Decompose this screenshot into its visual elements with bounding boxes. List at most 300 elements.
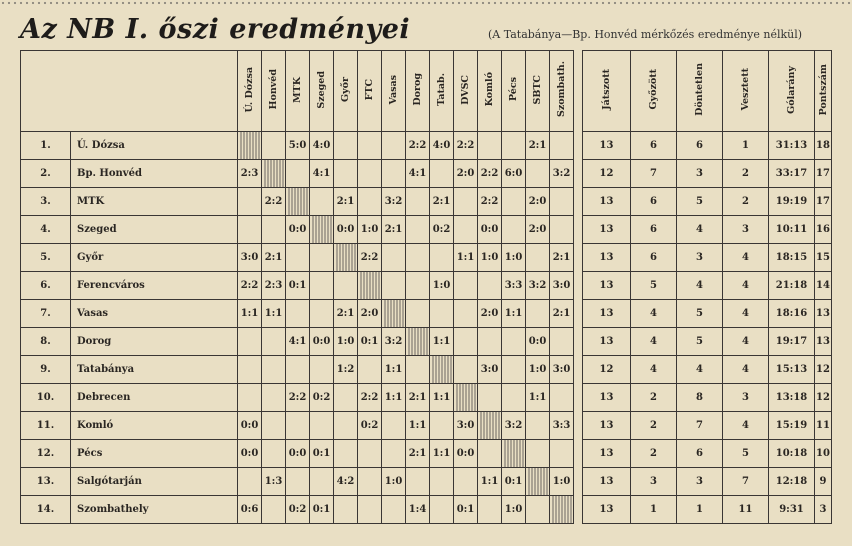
result-cell: 2:1 — [382, 216, 406, 244]
result-cell: 1:3 — [262, 468, 286, 496]
result-cell — [502, 384, 526, 412]
self-match-cell — [406, 328, 430, 356]
result-cell: 4:1 — [310, 160, 334, 188]
stat-cell: 3 — [677, 160, 723, 188]
stat-cell: 2 — [723, 160, 769, 188]
col-header-label: Pécs — [508, 77, 519, 102]
result-cell: 3:0 — [238, 244, 262, 272]
result-cell: 1:4 — [406, 496, 430, 524]
result-cell — [238, 328, 262, 356]
self-match-cell — [358, 272, 382, 300]
result-cell: 2:1 — [406, 384, 430, 412]
result-cell: 4:0 — [310, 132, 334, 160]
col-header-label: SBTC — [532, 74, 543, 105]
result-cell: 1:1 — [382, 384, 406, 412]
result-cell — [382, 132, 406, 160]
team-name: Szombathely — [71, 496, 238, 524]
result-cell: 0:0 — [478, 216, 502, 244]
spacer — [574, 300, 583, 328]
rank-cell: 8. — [21, 328, 71, 356]
result-cell — [358, 356, 382, 384]
stat-cell: 14 — [815, 272, 832, 300]
stat-cell: 3 — [723, 216, 769, 244]
result-cell — [382, 440, 406, 468]
result-cell: 2:0 — [478, 300, 502, 328]
stat-cell: 12 — [815, 356, 832, 384]
stat-cell: 13 — [583, 300, 631, 328]
stat-cell: 15:13 — [769, 356, 815, 384]
stat-cell: 2 — [723, 188, 769, 216]
col-header-label: DVSC — [460, 74, 471, 105]
stat-cell: 5 — [723, 440, 769, 468]
result-cell — [334, 384, 358, 412]
self-match-cell — [310, 216, 334, 244]
result-cell: 0:0 — [286, 216, 310, 244]
stat-cell: 5 — [677, 328, 723, 356]
self-match-cell — [382, 300, 406, 328]
stat-header-label: Játszott — [601, 69, 612, 110]
stat-cell: 13 — [583, 216, 631, 244]
result-cell — [550, 440, 574, 468]
result-cell — [526, 244, 550, 272]
result-cell — [478, 272, 502, 300]
result-cell — [358, 188, 382, 216]
stat-cell: 4 — [723, 272, 769, 300]
team-name: Pécs — [71, 440, 238, 468]
spacer — [574, 412, 583, 440]
stat-cell: 5 — [677, 188, 723, 216]
result-cell — [526, 496, 550, 524]
result-cell — [454, 188, 478, 216]
result-cell — [406, 244, 430, 272]
spacer — [574, 440, 583, 468]
result-cell — [238, 188, 262, 216]
result-cell — [550, 188, 574, 216]
stat-header-label: Döntetlen — [694, 63, 705, 116]
spacer — [574, 160, 583, 188]
team-name: Ú. Dózsa — [71, 132, 238, 160]
result-cell — [262, 384, 286, 412]
result-cell — [406, 300, 430, 328]
stat-cell: 4 — [723, 356, 769, 384]
team-name: Dorog — [71, 328, 238, 356]
spacer — [574, 468, 583, 496]
stat-cell: 9:31 — [769, 496, 815, 524]
header-row — [21, 51, 832, 132]
result-cell — [286, 300, 310, 328]
result-cell — [310, 356, 334, 384]
result-cell — [286, 160, 310, 188]
spacer — [574, 244, 583, 272]
table-row — [21, 496, 832, 524]
result-cell — [334, 440, 358, 468]
result-cell — [262, 216, 286, 244]
stat-header-label: Pontszám — [817, 63, 829, 116]
result-cell: 2:2 — [286, 384, 310, 412]
result-cell: 4:1 — [286, 328, 310, 356]
stat-cell: 17 — [815, 188, 832, 216]
spacer — [574, 272, 583, 300]
result-cell — [238, 468, 262, 496]
stat-cell: 13 — [583, 272, 631, 300]
result-cell — [454, 216, 478, 244]
stat-cell: 13 — [583, 412, 631, 440]
result-cell: 2:2 — [454, 132, 478, 160]
col-header-label: Vasas — [388, 74, 399, 105]
table-row — [21, 300, 832, 328]
result-cell — [502, 188, 526, 216]
result-cell — [286, 412, 310, 440]
result-cell: 0:2 — [430, 216, 454, 244]
self-match-cell — [262, 160, 286, 188]
result-cell: 2:1 — [262, 244, 286, 272]
result-cell: 3:3 — [502, 272, 526, 300]
result-cell: 1:0 — [526, 356, 550, 384]
result-cell — [286, 244, 310, 272]
result-cell — [502, 132, 526, 160]
result-cell — [478, 496, 502, 524]
result-cell: 1:1 — [526, 384, 550, 412]
stat-cell: 13 — [815, 328, 832, 356]
stat-cell: 9 — [815, 468, 832, 496]
rank-cell: 11. — [21, 412, 71, 440]
result-cell: 3:3 — [550, 412, 574, 440]
stat-cell: 12 — [815, 384, 832, 412]
result-cell — [526, 300, 550, 328]
team-name: MTK — [71, 188, 238, 216]
col-header — [430, 51, 454, 132]
result-cell: 1:0 — [478, 244, 502, 272]
stat-cell: 15 — [815, 244, 832, 272]
result-cell: 6:0 — [502, 160, 526, 188]
stat-cell: 1 — [631, 496, 677, 524]
stat-cell: 13 — [583, 384, 631, 412]
result-cell — [310, 468, 334, 496]
self-match-cell — [550, 496, 574, 524]
result-cell: 1:1 — [382, 356, 406, 384]
results-table — [20, 50, 832, 524]
result-cell — [430, 468, 454, 496]
stat-cell: 12 — [583, 160, 631, 188]
stat-cell: 13 — [583, 440, 631, 468]
stat-cell: 4 — [631, 356, 677, 384]
stat-cell: 4 — [631, 300, 677, 328]
result-cell — [406, 216, 430, 244]
result-cell: 3:0 — [550, 272, 574, 300]
result-cell — [478, 328, 502, 356]
rank-cell: 9. — [21, 356, 71, 384]
stat-cell: 2 — [631, 412, 677, 440]
result-cell — [262, 496, 286, 524]
stat-cell: 2 — [631, 440, 677, 468]
result-cell — [358, 440, 382, 468]
table-row — [21, 356, 832, 384]
result-cell — [430, 412, 454, 440]
stat-header-label: Vesztett — [740, 68, 751, 111]
result-cell — [358, 160, 382, 188]
result-cell — [334, 272, 358, 300]
self-match-cell — [334, 244, 358, 272]
col-header-label: FTC — [364, 78, 375, 101]
stat-cell: 8 — [677, 384, 723, 412]
team-name: Salgótarján — [71, 468, 238, 496]
team-name: Tatabánya — [71, 356, 238, 384]
result-cell — [502, 328, 526, 356]
result-cell — [526, 160, 550, 188]
stat-cell: 10 — [815, 440, 832, 468]
stat-cell: 4 — [677, 272, 723, 300]
result-cell — [454, 300, 478, 328]
result-cell: 2:0 — [526, 188, 550, 216]
stat-header — [583, 51, 631, 132]
stat-cell: 6 — [631, 188, 677, 216]
stat-cell: 2 — [631, 384, 677, 412]
stat-cell: 7 — [723, 468, 769, 496]
result-cell: 4:0 — [430, 132, 454, 160]
result-cell: 2:2 — [406, 132, 430, 160]
stat-cell: 19:19 — [769, 188, 815, 216]
result-cell: 1:1 — [430, 384, 454, 412]
page-title: Az NB I. őszi eredményei — [20, 14, 411, 45]
result-cell — [406, 272, 430, 300]
result-cell — [310, 412, 334, 440]
stat-cell: 13:18 — [769, 384, 815, 412]
result-cell: 0:1 — [502, 468, 526, 496]
stat-cell: 6 — [631, 216, 677, 244]
self-match-cell — [526, 468, 550, 496]
col-header-label: MTK — [292, 76, 303, 103]
stat-header — [631, 51, 677, 132]
result-cell — [550, 328, 574, 356]
stat-cell: 21:18 — [769, 272, 815, 300]
result-cell: 3:0 — [478, 356, 502, 384]
result-cell — [382, 496, 406, 524]
table-row — [21, 160, 832, 188]
result-cell: 3:2 — [550, 160, 574, 188]
result-cell: 0:1 — [310, 440, 334, 468]
stat-cell: 4 — [723, 412, 769, 440]
result-cell: 0:2 — [310, 384, 334, 412]
result-cell — [334, 496, 358, 524]
stat-cell: 10:11 — [769, 216, 815, 244]
team-name: Bp. Honvéd — [71, 160, 238, 188]
stat-cell: 1 — [723, 132, 769, 160]
spacer — [574, 328, 583, 356]
col-header-label: Szeged — [316, 70, 327, 109]
rank-cell: 2. — [21, 160, 71, 188]
result-cell — [454, 328, 478, 356]
rank-cell: 12. — [21, 440, 71, 468]
result-cell — [550, 384, 574, 412]
result-cell: 3:2 — [382, 188, 406, 216]
result-cell: 0:1 — [454, 496, 478, 524]
result-cell: 0:1 — [310, 496, 334, 524]
result-cell: 3:0 — [550, 356, 574, 384]
result-cell: 3:2 — [526, 272, 550, 300]
stat-cell: 15:19 — [769, 412, 815, 440]
result-cell: 2:2 — [358, 384, 382, 412]
result-cell — [262, 440, 286, 468]
result-cell: 1:1 — [262, 300, 286, 328]
col-header — [406, 51, 430, 132]
result-cell — [334, 132, 358, 160]
team-name: Győr — [71, 244, 238, 272]
stat-cell: 7 — [631, 160, 677, 188]
result-cell: 0:0 — [334, 216, 358, 244]
stat-cell: 4 — [677, 356, 723, 384]
table-row — [21, 468, 832, 496]
result-cell — [502, 216, 526, 244]
corner-cell — [21, 51, 238, 132]
result-cell: 2:1 — [334, 300, 358, 328]
title-note: (A Tatabánya—Bp. Honvéd mérkőzés eredménye nélkül) — [488, 28, 803, 41]
rank-cell: 4. — [21, 216, 71, 244]
stat-cell: 4 — [723, 328, 769, 356]
result-cell — [406, 468, 430, 496]
result-cell — [310, 272, 334, 300]
stat-cell: 12:18 — [769, 468, 815, 496]
col-header — [526, 51, 550, 132]
stat-cell: 6 — [631, 244, 677, 272]
stat-cell: 17 — [815, 160, 832, 188]
col-header — [454, 51, 478, 132]
result-cell: 0:0 — [310, 328, 334, 356]
stat-header — [723, 51, 769, 132]
spacer — [574, 188, 583, 216]
stat-cell: 18 — [815, 132, 832, 160]
result-cell — [286, 468, 310, 496]
stat-cell: 4 — [723, 244, 769, 272]
stat-cell: 3 — [723, 384, 769, 412]
result-cell: 1:0 — [430, 272, 454, 300]
result-cell: 4:2 — [334, 468, 358, 496]
result-cell — [358, 132, 382, 160]
col-header-label: Ú. Dózsa — [244, 66, 255, 113]
team-name: Vasas — [71, 300, 238, 328]
result-cell: 0:0 — [526, 328, 550, 356]
result-cell — [454, 356, 478, 384]
result-cell — [430, 300, 454, 328]
result-cell: 2:1 — [406, 440, 430, 468]
result-cell: 0:6 — [238, 496, 262, 524]
team-name: Szeged — [71, 216, 238, 244]
spacer — [574, 216, 583, 244]
result-cell: 2:2 — [478, 160, 502, 188]
stat-cell: 7 — [677, 412, 723, 440]
result-cell: 0:0 — [454, 440, 478, 468]
result-cell: 1:0 — [502, 496, 526, 524]
col-header — [334, 51, 358, 132]
self-match-cell — [286, 188, 310, 216]
result-cell: 2:1 — [550, 244, 574, 272]
result-cell — [454, 468, 478, 496]
result-cell: 0:1 — [286, 272, 310, 300]
col-header — [238, 51, 262, 132]
col-header — [502, 51, 526, 132]
stat-cell: 1 — [677, 496, 723, 524]
result-cell — [334, 412, 358, 440]
result-cell — [526, 440, 550, 468]
spacer — [574, 51, 583, 132]
stat-cell: 3 — [631, 468, 677, 496]
result-cell — [526, 412, 550, 440]
result-cell: 0:0 — [238, 412, 262, 440]
result-cell — [358, 496, 382, 524]
stat-cell: 13 — [815, 300, 832, 328]
stat-cell: 3 — [677, 244, 723, 272]
stat-cell: 12 — [583, 356, 631, 384]
stat-cell: 4 — [631, 328, 677, 356]
col-header — [310, 51, 334, 132]
stat-cell: 11 — [723, 496, 769, 524]
result-cell — [286, 356, 310, 384]
stat-cell: 18:16 — [769, 300, 815, 328]
result-cell: 1:1 — [430, 440, 454, 468]
rank-cell: 13. — [21, 468, 71, 496]
col-header — [262, 51, 286, 132]
stat-cell: 13 — [583, 468, 631, 496]
result-cell: 1:0 — [358, 216, 382, 244]
result-cell: 1:2 — [334, 356, 358, 384]
self-match-cell — [478, 412, 502, 440]
stat-cell: 19:17 — [769, 328, 815, 356]
col-header-label: Komló — [484, 72, 495, 107]
stat-cell: 11 — [815, 412, 832, 440]
result-cell — [262, 412, 286, 440]
rank-cell: 3. — [21, 188, 71, 216]
table-row — [21, 132, 832, 160]
self-match-cell — [454, 384, 478, 412]
col-header — [286, 51, 310, 132]
result-cell: 5:0 — [286, 132, 310, 160]
result-cell — [502, 356, 526, 384]
stat-header-label: Gólarány — [786, 65, 797, 114]
result-cell: 2:1 — [550, 300, 574, 328]
result-cell: 1:0 — [502, 244, 526, 272]
col-header-label: Dorog — [412, 73, 423, 106]
result-cell — [262, 328, 286, 356]
result-cell — [334, 160, 358, 188]
team-name: Komló — [71, 412, 238, 440]
result-cell: 2:1 — [430, 188, 454, 216]
result-cell — [550, 216, 574, 244]
result-cell — [382, 272, 406, 300]
result-cell: 2:0 — [526, 216, 550, 244]
table-body — [21, 132, 832, 524]
result-cell: 1:1 — [430, 328, 454, 356]
col-header-label: Győr — [340, 77, 351, 102]
col-header — [550, 51, 574, 132]
stat-cell: 5 — [631, 272, 677, 300]
result-cell: 2:1 — [334, 188, 358, 216]
table-row — [21, 216, 832, 244]
stat-cell: 31:13 — [769, 132, 815, 160]
result-cell: 2:3 — [262, 272, 286, 300]
stat-header — [815, 51, 832, 132]
stat-cell: 3 — [677, 468, 723, 496]
col-header — [478, 51, 502, 132]
stat-header — [677, 51, 723, 132]
spacer — [574, 356, 583, 384]
result-cell: 2:0 — [454, 160, 478, 188]
stat-cell: 4 — [723, 300, 769, 328]
result-cell — [382, 244, 406, 272]
result-cell: 1:0 — [550, 468, 574, 496]
table-row — [21, 412, 832, 440]
result-cell — [310, 244, 334, 272]
rank-cell: 10. — [21, 384, 71, 412]
result-cell: 1:0 — [334, 328, 358, 356]
